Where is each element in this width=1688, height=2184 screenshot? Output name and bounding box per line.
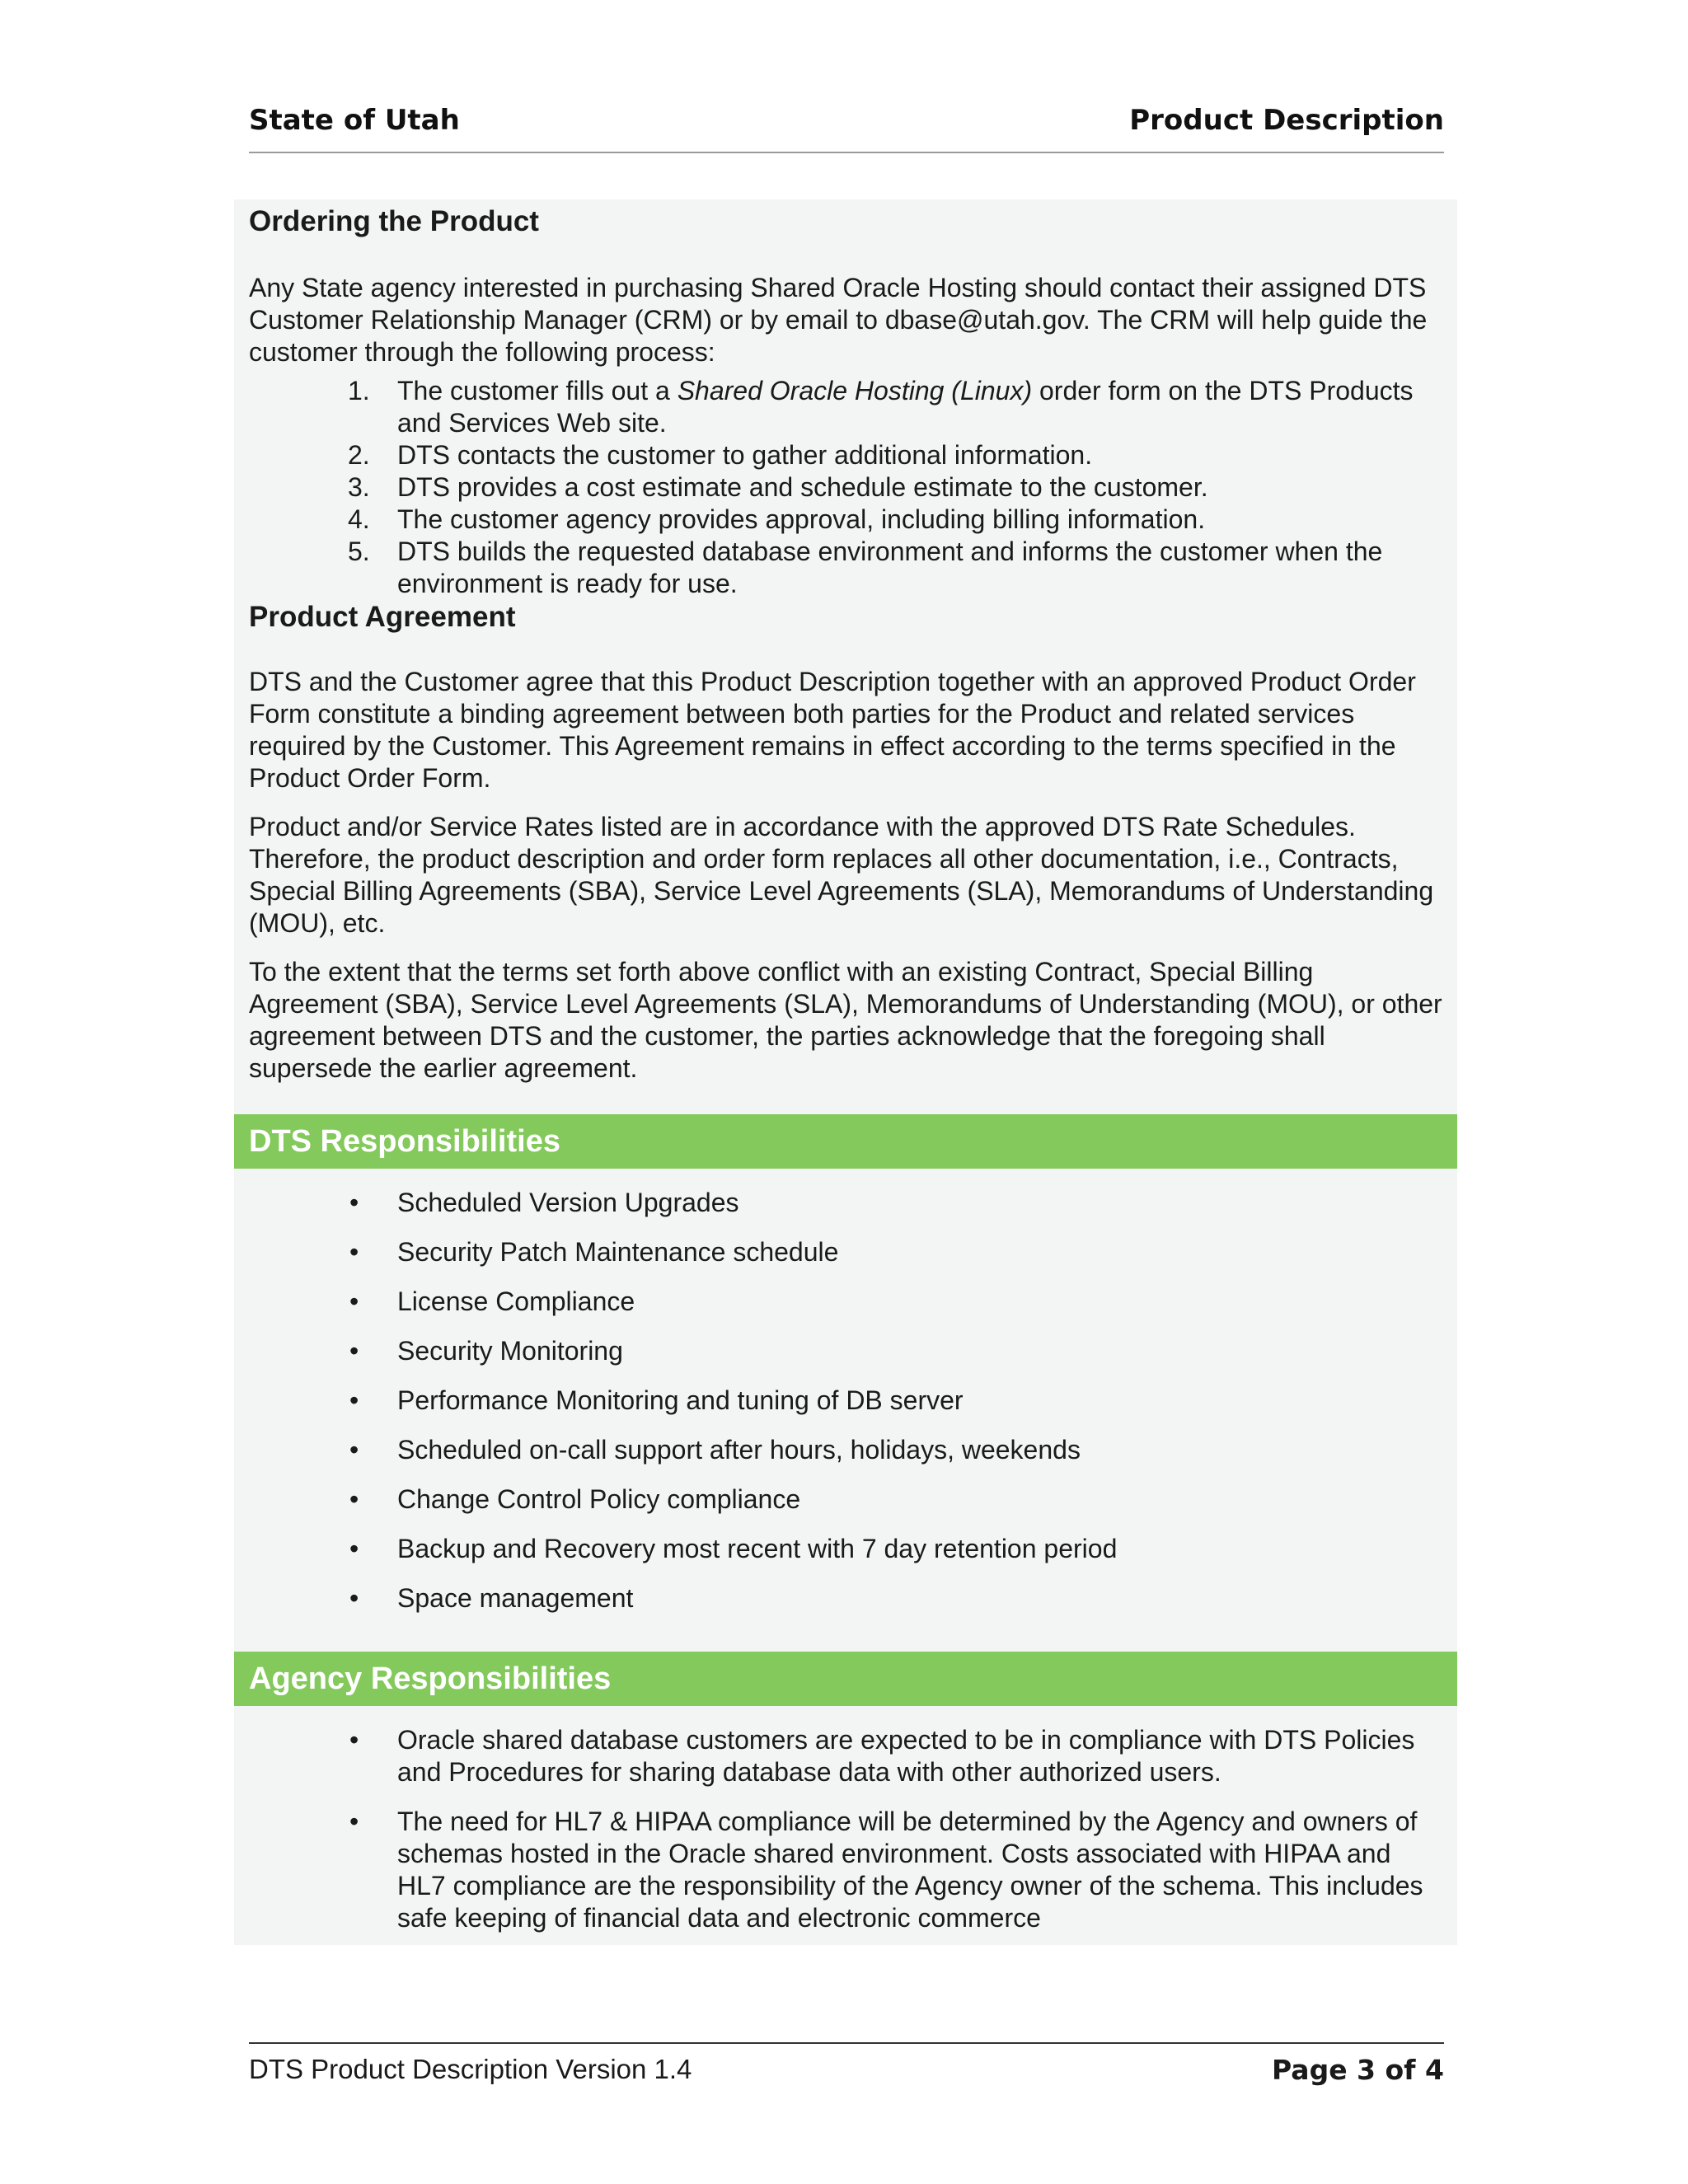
agency-responsibilities-title: Agency Responsibilities xyxy=(249,1661,612,1696)
list-item xyxy=(249,1236,1446,1268)
ordering-title: Ordering the Product xyxy=(249,205,539,237)
page-footer xyxy=(249,2042,1444,2093)
step-number: 3. xyxy=(348,472,370,502)
bullet-icon: • xyxy=(349,1583,359,1613)
responsibility-text: Oracle shared database customers are expected to be in compliance with DTS Policies and Procedures for sharing database data with other authorized users. xyxy=(397,1725,1415,1787)
responsibility-text: Security Monitoring xyxy=(397,1336,623,1366)
list-item xyxy=(249,1385,1446,1417)
bullet-icon: • xyxy=(349,1237,359,1267)
list-item xyxy=(249,1434,1446,1466)
ordering-steps-list xyxy=(249,375,1446,600)
bullet-icon: • xyxy=(349,1725,359,1755)
list-item xyxy=(249,1806,1446,1934)
list-item xyxy=(249,439,1446,471)
header-organization: State of Utah xyxy=(249,104,460,137)
bullet-icon: • xyxy=(349,1484,359,1514)
step-number: 1. xyxy=(348,376,370,405)
bullet-icon: • xyxy=(349,1807,359,1836)
agreement-paragraph-1: DTS and the Customer agree that this Product Description together with an approved Product Order Form constitute a binding agreement between both parties for the Product and related services required by the Customer. This Agreement remains in effect according to the terms specified in the Product Order Form. xyxy=(249,667,1416,793)
agreement-paragraph-2: Product and/or Service Rates listed are in accordance with the approved DTS Rate Schedules. Therefore, the product description and order form replaces all other documentation, i.e., Contracts, Special Billing Agreements (SBA), Service Level Agreements (SLA), Memorandums of Understanding (MOU), etc. xyxy=(249,812,1434,938)
responsibility-text: Scheduled Version Upgrades xyxy=(397,1188,739,1217)
dts-responsibilities-list xyxy=(249,1187,1446,1615)
ordering-section xyxy=(249,204,1446,1085)
list-item xyxy=(249,471,1446,504)
bullet-icon: • xyxy=(349,1286,359,1316)
order-form-name: Shared Oracle Hosting (Linux) xyxy=(677,376,1033,405)
dts-responsibilities-heading-bar xyxy=(234,1114,1457,1169)
list-item xyxy=(249,1286,1446,1318)
responsibility-text: The need for HL7 & HIPAA compliance will be determined by the Agency and owners of schemas hosted in the Oracle shared environment. Costs associated with HIPAA and HL7 compliance are the responsibility of the Agency owner of the schema. This includes safe keeping of financial data and electronic commerce xyxy=(397,1807,1423,1933)
agency-responsibilities-section xyxy=(249,1724,1446,1934)
responsibility-text: Change Control Policy compliance xyxy=(397,1484,801,1514)
page-header xyxy=(249,99,1444,153)
header-document-type: Product Description xyxy=(1129,104,1444,137)
dts-responsibilities-section xyxy=(249,1187,1446,1615)
list-item xyxy=(249,375,1446,439)
step-number: 4. xyxy=(348,504,370,534)
agency-responsibilities-heading-bar xyxy=(234,1652,1457,1706)
responsibility-text: Security Patch Maintenance schedule xyxy=(397,1237,839,1267)
list-item xyxy=(249,1582,1446,1615)
list-item xyxy=(249,1533,1446,1565)
list-item xyxy=(249,1187,1446,1219)
responsibility-text: Scheduled on-call support after hours, holidays, weekends xyxy=(397,1435,1081,1465)
agreement-title: Product Agreement xyxy=(249,601,516,633)
list-item xyxy=(249,504,1446,536)
list-item xyxy=(249,536,1446,600)
step-text-post: order form on the DTS Products and Services Web site. xyxy=(397,376,1414,438)
step-number: 2. xyxy=(348,440,370,470)
list-item xyxy=(249,1335,1446,1367)
step-text-pre: The customer fills out a xyxy=(397,376,678,405)
ordering-intro: Any State agency interested in purchasing Shared Oracle Hosting should contact their assigned DTS Customer Relationship Manager (CRM) or by email to dbase@utah.gov. The CRM will help guide the customer through the following process: xyxy=(249,273,1428,367)
step-text: DTS contacts the customer to gather additional information. xyxy=(397,440,1093,470)
step-text: The customer agency provides approval, including billing information. xyxy=(397,504,1206,534)
list-item xyxy=(249,1483,1446,1516)
step-text: DTS provides a cost estimate and schedule estimate to the customer. xyxy=(397,472,1208,502)
step-text: DTS builds the requested database environment and informs the customer when the environment is ready for use. xyxy=(397,537,1383,598)
footer-page-number: Page 3 of 4 xyxy=(1272,2054,1444,2086)
bullet-icon: • xyxy=(349,1188,359,1217)
responsibility-text: Backup and Recovery most recent with 7 day retention period xyxy=(397,1534,1118,1563)
responsibility-text: Space management xyxy=(397,1583,634,1613)
bullet-icon: • xyxy=(349,1385,359,1415)
agency-responsibilities-list xyxy=(249,1724,1446,1934)
dts-responsibilities-title: DTS Responsibilities xyxy=(249,1124,560,1159)
bullet-icon: • xyxy=(349,1534,359,1563)
list-item xyxy=(249,1724,1446,1788)
bullet-icon: • xyxy=(349,1435,359,1465)
bullet-icon: • xyxy=(349,1336,359,1366)
responsibility-text: Performance Monitoring and tuning of DB server xyxy=(397,1385,964,1415)
responsibility-text: License Compliance xyxy=(397,1286,635,1316)
step-number: 5. xyxy=(348,537,370,566)
footer-document-version: DTS Product Description Version 1.4 xyxy=(249,2054,692,2084)
agreement-paragraph-3: To the extent that the terms set forth above conflict with an existing Contract, Special Billing Agreement (SBA), Service Level Agreements (SLA), Memorandums of Understanding (MOU), or other agreement between DTS and the customer, the parties acknowledge that the foregoing shall supersede the earlier agreement. xyxy=(249,957,1442,1083)
